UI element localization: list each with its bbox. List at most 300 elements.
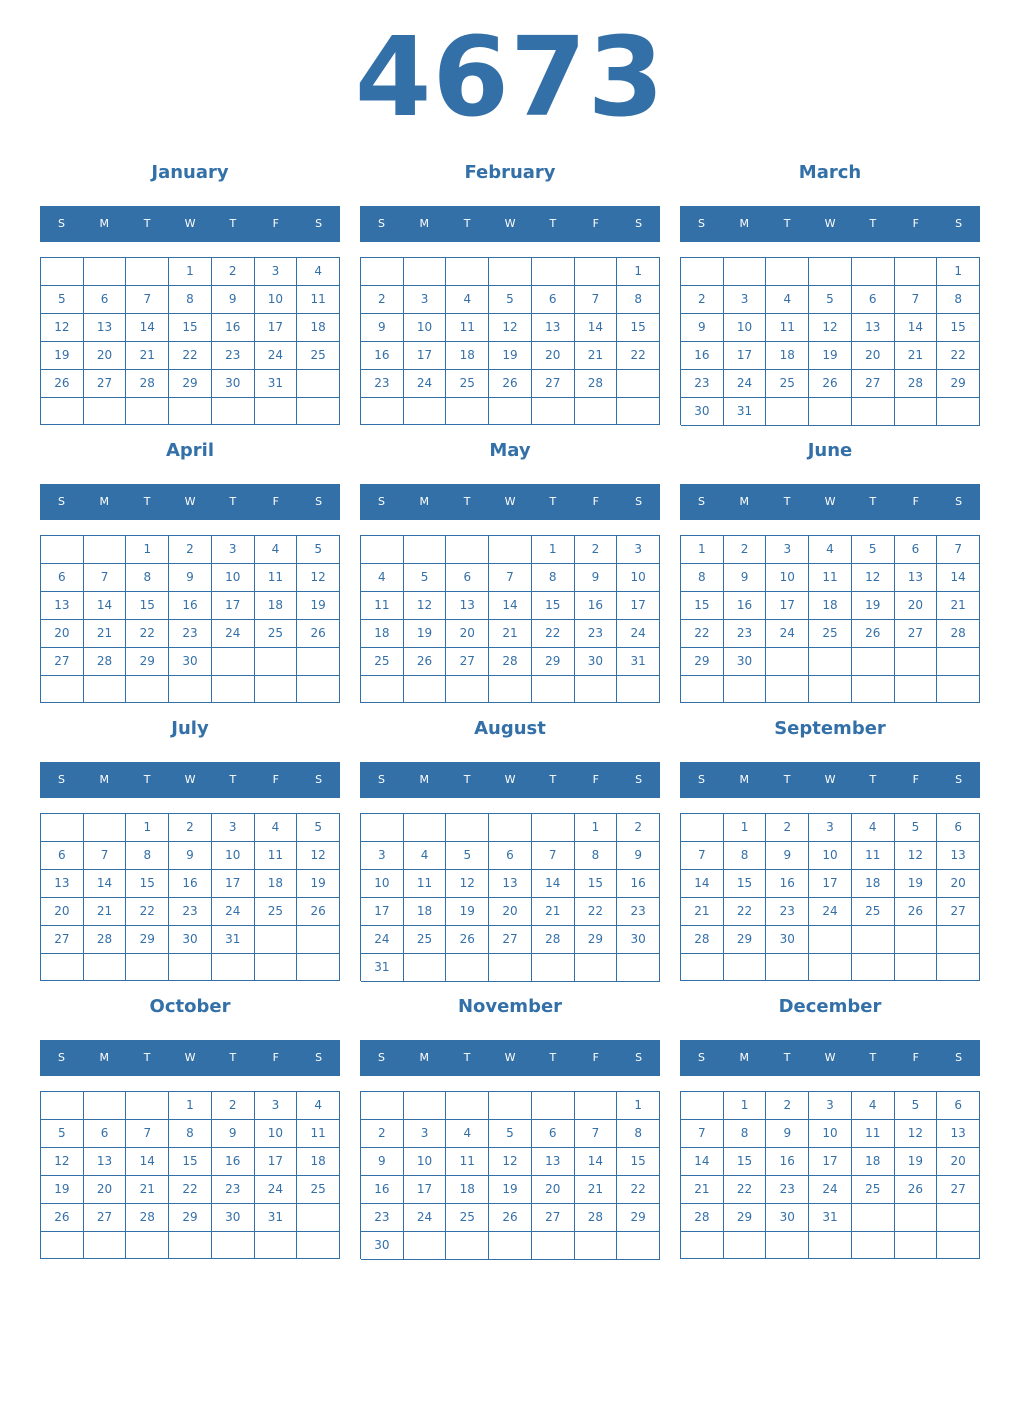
empty-cell bbox=[937, 926, 980, 954]
day-cell: 12 bbox=[41, 1148, 84, 1176]
empty-cell bbox=[446, 954, 489, 982]
day-cell: 28 bbox=[126, 1204, 169, 1232]
empty-cell bbox=[169, 398, 212, 425]
day-cell: 26 bbox=[809, 370, 852, 398]
day-cell: 24 bbox=[766, 620, 809, 648]
day-cell: 1 bbox=[126, 814, 169, 842]
day-cell: 5 bbox=[446, 842, 489, 870]
day-cell: 13 bbox=[446, 592, 489, 620]
weekday-label: W bbox=[504, 217, 516, 230]
weekday-label: W bbox=[184, 217, 196, 230]
weekday-label: T bbox=[549, 773, 557, 786]
day-cell: 18 bbox=[809, 592, 852, 620]
empty-cell bbox=[404, 676, 447, 703]
day-cell: 25 bbox=[809, 620, 852, 648]
empty-cell bbox=[809, 258, 852, 286]
day-cell: 4 bbox=[809, 536, 852, 564]
day-cell: 10 bbox=[255, 1120, 298, 1148]
day-cell: 9 bbox=[169, 564, 212, 592]
day-cell: 3 bbox=[361, 842, 404, 870]
day-cell: 28 bbox=[84, 648, 127, 676]
empty-cell bbox=[361, 398, 404, 425]
day-cell: 10 bbox=[724, 314, 767, 342]
day-cell: 3 bbox=[617, 536, 660, 564]
day-cell: 9 bbox=[766, 842, 809, 870]
day-cell: 23 bbox=[361, 1204, 404, 1232]
weekday-label: T bbox=[869, 1051, 877, 1064]
day-cell: 1 bbox=[575, 814, 618, 842]
day-cell: 3 bbox=[724, 286, 767, 314]
day-cell: 23 bbox=[212, 342, 255, 370]
day-cell: 2 bbox=[575, 536, 618, 564]
empty-cell bbox=[809, 676, 852, 703]
day-cell: 4 bbox=[404, 842, 447, 870]
day-cell: 8 bbox=[617, 286, 660, 314]
weekday-label: S bbox=[377, 217, 385, 230]
day-cell: 2 bbox=[766, 1092, 809, 1120]
day-cell: 24 bbox=[212, 898, 255, 926]
day-cell: 30 bbox=[169, 648, 212, 676]
empty-cell bbox=[489, 1232, 532, 1260]
weekday-label: S bbox=[57, 773, 65, 786]
day-cell: 19 bbox=[41, 342, 84, 370]
day-cell: 30 bbox=[766, 926, 809, 954]
day-cell: 1 bbox=[169, 258, 212, 286]
day-cell: 9 bbox=[766, 1120, 809, 1148]
empty-cell bbox=[575, 258, 618, 286]
weekday-label: S bbox=[955, 773, 963, 786]
day-cell: 2 bbox=[169, 814, 212, 842]
day-cell: 17 bbox=[212, 870, 255, 898]
day-cell: 10 bbox=[255, 286, 298, 314]
day-cell: 8 bbox=[724, 842, 767, 870]
day-cell: 30 bbox=[766, 1204, 809, 1232]
day-cell: 28 bbox=[489, 648, 532, 676]
empty-cell bbox=[446, 676, 489, 703]
day-cell: 26 bbox=[852, 620, 895, 648]
day-cell: 20 bbox=[84, 1176, 127, 1204]
weekday-label: F bbox=[592, 1051, 599, 1064]
day-cell: 10 bbox=[809, 1120, 852, 1148]
day-cell: 1 bbox=[126, 536, 169, 564]
empty-cell bbox=[84, 398, 127, 425]
day-cell: 27 bbox=[937, 898, 980, 926]
month-name: May bbox=[489, 440, 531, 461]
weekday-label: S bbox=[955, 1051, 963, 1064]
day-cell: 29 bbox=[169, 1204, 212, 1232]
day-cell: 2 bbox=[212, 1092, 255, 1120]
weekday-label: F bbox=[272, 1051, 279, 1064]
day-cell: 14 bbox=[126, 314, 169, 342]
empty-cell bbox=[41, 814, 84, 842]
day-cell: 25 bbox=[446, 370, 489, 398]
day-cell: 24 bbox=[724, 370, 767, 398]
empty-cell bbox=[575, 954, 618, 982]
day-cell: 23 bbox=[212, 1176, 255, 1204]
day-cell: 9 bbox=[575, 564, 618, 592]
empty-cell bbox=[724, 258, 767, 286]
day-cell: 13 bbox=[937, 842, 980, 870]
weekday-header bbox=[360, 1040, 660, 1076]
weekday-header bbox=[680, 762, 980, 798]
day-cell: 18 bbox=[297, 314, 340, 342]
weekday-label: T bbox=[869, 773, 877, 786]
weekday-label: M bbox=[99, 217, 110, 230]
day-cell: 22 bbox=[532, 620, 575, 648]
empty-cell bbox=[681, 258, 724, 286]
day-cell: 4 bbox=[255, 814, 298, 842]
weekday-header bbox=[40, 762, 340, 798]
day-cell: 4 bbox=[361, 564, 404, 592]
month-february bbox=[360, 159, 660, 429]
day-cell: 6 bbox=[41, 842, 84, 870]
day-cell: 18 bbox=[852, 870, 895, 898]
empty-cell bbox=[937, 648, 980, 676]
empty-cell bbox=[895, 1204, 938, 1232]
weekday-header bbox=[680, 1040, 980, 1076]
day-cell: 27 bbox=[446, 648, 489, 676]
day-cell: 2 bbox=[361, 1120, 404, 1148]
day-cell: 16 bbox=[766, 870, 809, 898]
weekday-label: W bbox=[184, 1051, 196, 1064]
weekday-label: S bbox=[697, 1051, 705, 1064]
empty-cell bbox=[809, 648, 852, 676]
day-cell: 18 bbox=[766, 342, 809, 370]
day-cell: 22 bbox=[575, 898, 618, 926]
weekday-label: M bbox=[739, 1051, 750, 1064]
empty-cell bbox=[532, 814, 575, 842]
day-cell: 7 bbox=[937, 536, 980, 564]
empty-cell bbox=[532, 676, 575, 703]
empty-cell bbox=[297, 676, 340, 703]
empty-cell bbox=[297, 1204, 340, 1232]
empty-cell bbox=[212, 954, 255, 981]
day-cell: 16 bbox=[617, 870, 660, 898]
empty-cell bbox=[895, 648, 938, 676]
day-cell: 8 bbox=[126, 842, 169, 870]
weekday-label: W bbox=[184, 495, 196, 508]
weekday-header bbox=[680, 206, 980, 242]
empty-cell bbox=[169, 676, 212, 703]
day-cell: 2 bbox=[361, 286, 404, 314]
day-cell: 5 bbox=[41, 286, 84, 314]
empty-cell bbox=[724, 954, 767, 981]
day-cell: 22 bbox=[617, 1176, 660, 1204]
day-cell: 22 bbox=[169, 1176, 212, 1204]
day-cell: 22 bbox=[724, 898, 767, 926]
day-cell: 8 bbox=[169, 1120, 212, 1148]
empty-cell bbox=[852, 1204, 895, 1232]
empty-cell bbox=[489, 258, 532, 286]
empty-cell bbox=[404, 1092, 447, 1120]
empty-cell bbox=[297, 926, 340, 954]
day-cell: 22 bbox=[126, 898, 169, 926]
day-cell: 17 bbox=[766, 592, 809, 620]
day-cell: 19 bbox=[489, 342, 532, 370]
day-cell: 29 bbox=[937, 370, 980, 398]
weekday-label: T bbox=[783, 773, 791, 786]
day-cell: 18 bbox=[255, 870, 298, 898]
empty-cell bbox=[681, 1092, 724, 1120]
day-cell: 28 bbox=[126, 370, 169, 398]
empty-cell bbox=[212, 398, 255, 425]
empty-cell bbox=[446, 258, 489, 286]
empty-cell bbox=[617, 1232, 660, 1260]
day-cell: 9 bbox=[617, 842, 660, 870]
day-cell: 22 bbox=[937, 342, 980, 370]
day-cell: 4 bbox=[446, 1120, 489, 1148]
day-cell: 14 bbox=[126, 1148, 169, 1176]
weekday-label: S bbox=[57, 217, 65, 230]
day-cell: 7 bbox=[84, 842, 127, 870]
empty-cell bbox=[895, 926, 938, 954]
empty-cell bbox=[126, 676, 169, 703]
empty-cell bbox=[212, 676, 255, 703]
day-cell: 8 bbox=[126, 564, 169, 592]
weekday-label: T bbox=[229, 495, 237, 508]
day-cell: 18 bbox=[446, 342, 489, 370]
empty-cell bbox=[809, 1232, 852, 1259]
day-cell: 20 bbox=[532, 1176, 575, 1204]
day-cell: 26 bbox=[297, 898, 340, 926]
day-cell: 2 bbox=[724, 536, 767, 564]
empty-cell bbox=[766, 676, 809, 703]
empty-cell bbox=[852, 648, 895, 676]
day-cell: 25 bbox=[255, 620, 298, 648]
day-cell: 26 bbox=[489, 370, 532, 398]
weekday-label: S bbox=[955, 495, 963, 508]
day-cell: 12 bbox=[297, 564, 340, 592]
day-cell: 19 bbox=[809, 342, 852, 370]
day-cell: 23 bbox=[766, 1176, 809, 1204]
empty-cell bbox=[489, 814, 532, 842]
day-cell: 20 bbox=[937, 1148, 980, 1176]
day-cell: 1 bbox=[724, 814, 767, 842]
empty-cell bbox=[895, 954, 938, 981]
empty-cell bbox=[681, 676, 724, 703]
day-cell: 5 bbox=[895, 1092, 938, 1120]
day-cell: 27 bbox=[84, 370, 127, 398]
month-name: March bbox=[798, 162, 862, 183]
day-cell: 13 bbox=[84, 314, 127, 342]
empty-cell bbox=[617, 954, 660, 982]
day-cell: 12 bbox=[404, 592, 447, 620]
month-may bbox=[360, 437, 660, 707]
empty-cell bbox=[41, 258, 84, 286]
day-cell: 26 bbox=[895, 898, 938, 926]
empty-cell bbox=[766, 648, 809, 676]
day-cell: 14 bbox=[575, 314, 618, 342]
day-cell: 12 bbox=[489, 1148, 532, 1176]
day-cell: 6 bbox=[852, 286, 895, 314]
empty-cell bbox=[489, 1092, 532, 1120]
day-cell: 17 bbox=[809, 870, 852, 898]
weekday-header bbox=[40, 206, 340, 242]
weekday-label: F bbox=[272, 773, 279, 786]
empty-cell bbox=[937, 954, 980, 981]
day-grid bbox=[40, 535, 340, 703]
day-grid bbox=[680, 535, 980, 703]
day-cell: 24 bbox=[404, 1204, 447, 1232]
day-cell: 27 bbox=[41, 926, 84, 954]
day-cell: 27 bbox=[41, 648, 84, 676]
day-cell: 5 bbox=[809, 286, 852, 314]
weekday-label: F bbox=[592, 217, 599, 230]
day-cell: 29 bbox=[575, 926, 618, 954]
month-october bbox=[40, 993, 340, 1263]
weekday-label: S bbox=[635, 217, 643, 230]
day-cell: 28 bbox=[681, 1204, 724, 1232]
empty-cell bbox=[84, 814, 127, 842]
weekday-label: W bbox=[824, 1051, 836, 1064]
day-cell: 7 bbox=[895, 286, 938, 314]
day-cell: 17 bbox=[212, 592, 255, 620]
empty-cell bbox=[255, 676, 298, 703]
day-cell: 29 bbox=[169, 370, 212, 398]
month-january bbox=[40, 159, 340, 429]
empty-cell bbox=[766, 954, 809, 981]
day-grid bbox=[680, 1091, 980, 1259]
day-cell: 27 bbox=[895, 620, 938, 648]
day-cell: 19 bbox=[297, 870, 340, 898]
day-cell: 1 bbox=[169, 1092, 212, 1120]
weekday-label: T bbox=[869, 495, 877, 508]
empty-cell bbox=[895, 398, 938, 426]
day-cell: 24 bbox=[361, 926, 404, 954]
day-cell: 3 bbox=[404, 1120, 447, 1148]
day-cell: 21 bbox=[575, 1176, 618, 1204]
day-cell: 8 bbox=[532, 564, 575, 592]
weekday-label: S bbox=[377, 495, 385, 508]
month-name: June bbox=[807, 440, 853, 461]
day-cell: 16 bbox=[169, 592, 212, 620]
day-cell: 28 bbox=[575, 370, 618, 398]
day-cell: 3 bbox=[212, 536, 255, 564]
day-cell: 22 bbox=[126, 620, 169, 648]
empty-cell bbox=[489, 536, 532, 564]
weekday-label: S bbox=[635, 773, 643, 786]
day-cell: 26 bbox=[446, 926, 489, 954]
day-cell: 11 bbox=[446, 1148, 489, 1176]
day-cell: 5 bbox=[489, 1120, 532, 1148]
empty-cell bbox=[852, 954, 895, 981]
day-cell: 17 bbox=[255, 1148, 298, 1176]
empty-cell bbox=[404, 536, 447, 564]
weekday-label: F bbox=[592, 773, 599, 786]
month-name: October bbox=[149, 996, 231, 1017]
empty-cell bbox=[126, 258, 169, 286]
weekday-header bbox=[40, 484, 340, 520]
day-cell: 29 bbox=[126, 926, 169, 954]
day-cell: 10 bbox=[404, 1148, 447, 1176]
day-cell: 28 bbox=[937, 620, 980, 648]
day-cell: 23 bbox=[361, 370, 404, 398]
empty-cell bbox=[126, 398, 169, 425]
month-name: July bbox=[171, 718, 209, 739]
day-cell: 5 bbox=[297, 536, 340, 564]
day-cell: 6 bbox=[532, 1120, 575, 1148]
empty-cell bbox=[84, 258, 127, 286]
month-name: February bbox=[464, 162, 556, 183]
weekday-label: S bbox=[377, 773, 385, 786]
weekday-label: M bbox=[99, 1051, 110, 1064]
day-cell: 25 bbox=[404, 926, 447, 954]
weekday-label: T bbox=[229, 773, 237, 786]
day-cell: 31 bbox=[255, 370, 298, 398]
weekday-label: T bbox=[783, 495, 791, 508]
day-cell: 27 bbox=[489, 926, 532, 954]
day-cell: 6 bbox=[446, 564, 489, 592]
day-cell: 8 bbox=[681, 564, 724, 592]
day-cell: 7 bbox=[575, 1120, 618, 1148]
day-cell: 20 bbox=[446, 620, 489, 648]
weekday-label: T bbox=[463, 773, 471, 786]
day-cell: 15 bbox=[617, 1148, 660, 1176]
day-cell: 21 bbox=[681, 1176, 724, 1204]
day-cell: 26 bbox=[41, 370, 84, 398]
month-name: April bbox=[165, 440, 215, 461]
weekday-label: M bbox=[99, 495, 110, 508]
day-cell: 17 bbox=[809, 1148, 852, 1176]
day-cell: 29 bbox=[681, 648, 724, 676]
month-name: December bbox=[778, 996, 882, 1017]
day-cell: 7 bbox=[84, 564, 127, 592]
day-cell: 11 bbox=[446, 314, 489, 342]
empty-cell bbox=[255, 648, 298, 676]
month-march bbox=[680, 159, 980, 429]
weekday-label: W bbox=[504, 773, 516, 786]
day-cell: 31 bbox=[809, 1204, 852, 1232]
day-cell: 26 bbox=[41, 1204, 84, 1232]
day-cell: 3 bbox=[255, 1092, 298, 1120]
empty-cell bbox=[852, 676, 895, 703]
day-cell: 27 bbox=[937, 1176, 980, 1204]
day-cell: 20 bbox=[41, 898, 84, 926]
day-cell: 12 bbox=[446, 870, 489, 898]
empty-cell bbox=[361, 258, 404, 286]
empty-cell bbox=[809, 398, 852, 426]
day-cell: 10 bbox=[212, 842, 255, 870]
day-cell: 2 bbox=[766, 814, 809, 842]
day-cell: 10 bbox=[809, 842, 852, 870]
day-grid bbox=[40, 257, 340, 425]
day-cell: 17 bbox=[361, 898, 404, 926]
empty-cell bbox=[126, 1092, 169, 1120]
weekday-label: M bbox=[419, 495, 430, 508]
weekday-header bbox=[680, 484, 980, 520]
day-cell: 19 bbox=[297, 592, 340, 620]
empty-cell bbox=[532, 1232, 575, 1260]
day-grid bbox=[40, 813, 340, 981]
weekday-label: M bbox=[99, 773, 110, 786]
day-cell: 16 bbox=[575, 592, 618, 620]
empty-cell bbox=[212, 648, 255, 676]
weekday-label: F bbox=[912, 217, 919, 230]
day-cell: 17 bbox=[404, 342, 447, 370]
day-cell: 10 bbox=[404, 314, 447, 342]
day-cell: 1 bbox=[617, 258, 660, 286]
empty-cell bbox=[809, 954, 852, 981]
day-cell: 13 bbox=[532, 1148, 575, 1176]
day-cell: 7 bbox=[489, 564, 532, 592]
day-cell: 28 bbox=[895, 370, 938, 398]
day-cell: 4 bbox=[255, 536, 298, 564]
empty-cell bbox=[404, 1232, 447, 1260]
day-cell: 12 bbox=[852, 564, 895, 592]
empty-cell bbox=[404, 258, 447, 286]
day-cell: 21 bbox=[489, 620, 532, 648]
weekday-label: W bbox=[824, 495, 836, 508]
